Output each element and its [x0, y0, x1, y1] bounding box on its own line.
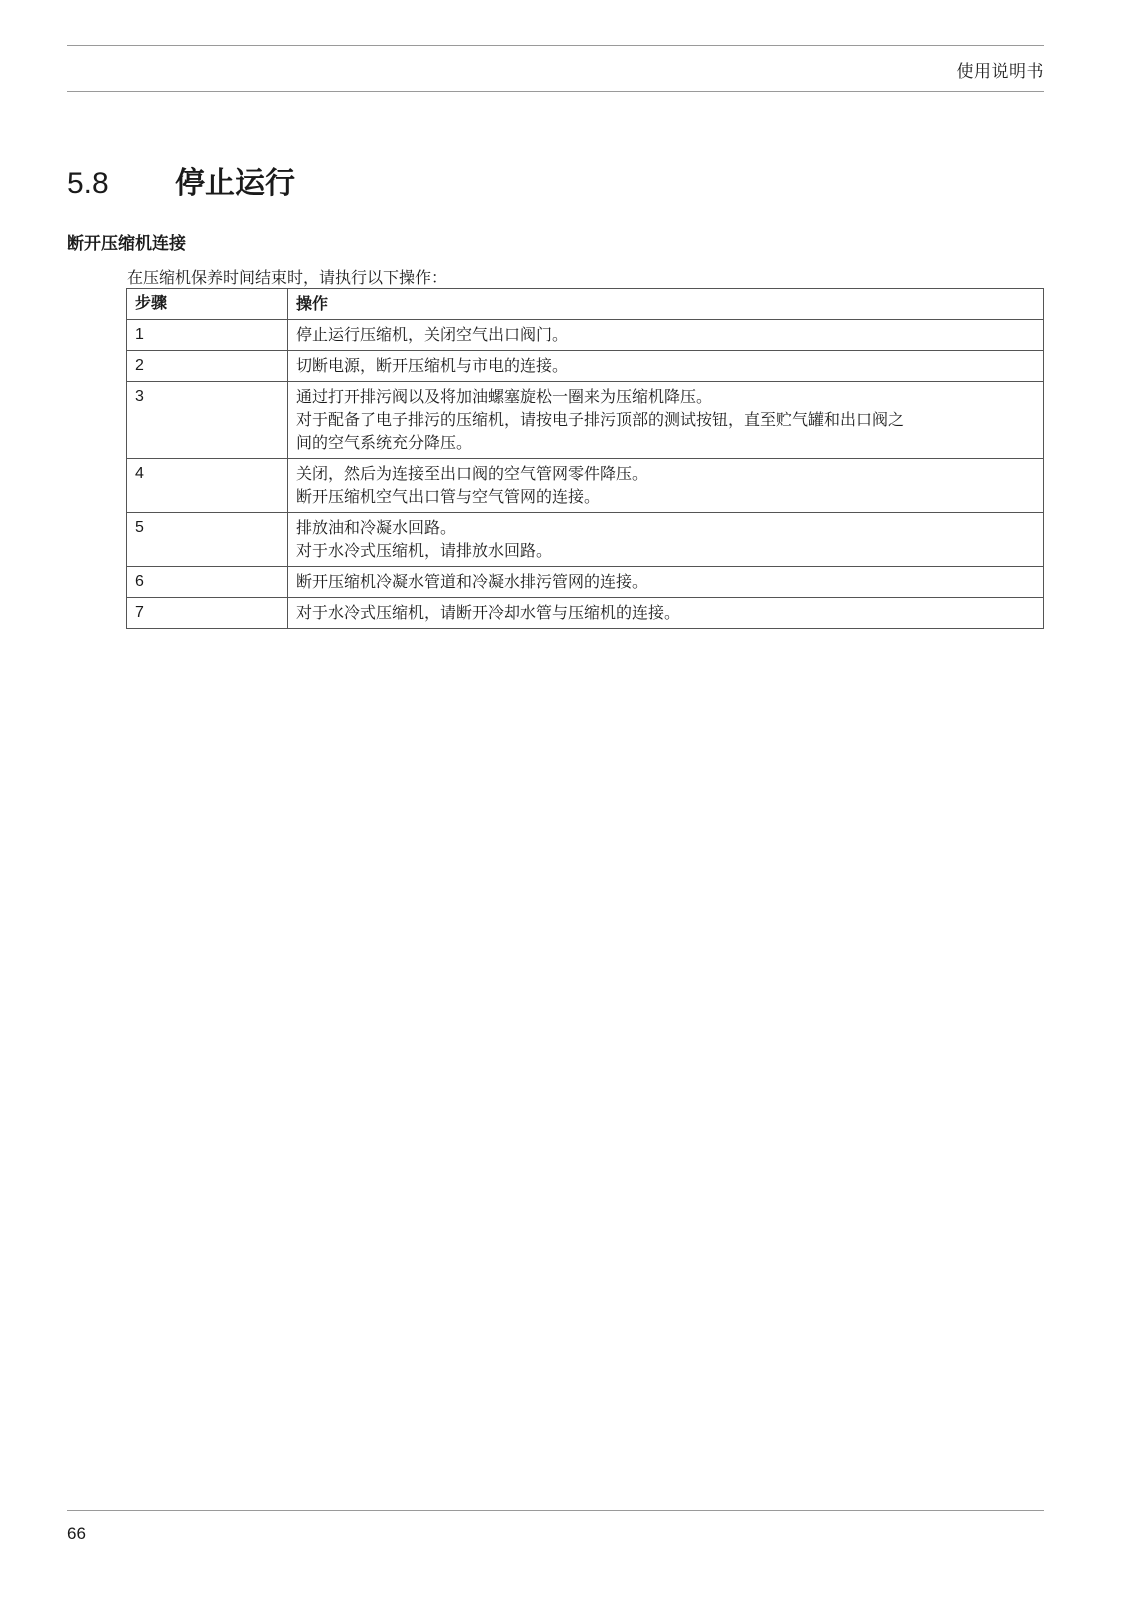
document-header-label: 使用说明书: [956, 62, 1044, 82]
step-number: 5: [127, 513, 288, 567]
step-number: 2: [127, 351, 288, 382]
step-action: [288, 382, 1044, 459]
action-line: 对于配备了电子排污的压缩机，请按电子排污顶部的测试按钮，直至贮气罐和出口阀之: [296, 410, 905, 429]
action-line: 停止运行压缩机，关闭空气出口阀门。: [296, 325, 569, 344]
header-step: 步骤: [127, 289, 288, 320]
section-title: 停止运行: [175, 166, 295, 201]
step-number: 3: [127, 382, 288, 459]
action-line: 断开压缩机空气出口管与空气管网的连接。: [296, 487, 601, 506]
step-action: [288, 598, 1044, 629]
step-number: 4: [127, 459, 288, 513]
table-row: [127, 320, 1044, 351]
table-row: [127, 459, 1044, 513]
steps-table: [126, 288, 1044, 629]
table-row: [127, 598, 1044, 629]
table-header-row: [127, 289, 1044, 320]
action-line: 排放油和冷凝水回路。: [296, 518, 457, 537]
table-row: [127, 382, 1044, 459]
step-action: [288, 320, 1044, 351]
header-bottom-rule: [67, 91, 1044, 92]
subheading: 断开压缩机连接: [67, 234, 186, 254]
action-line: 对于水冷式压缩机，请排放水回路。: [296, 541, 553, 560]
header-action: 操作: [288, 289, 1044, 320]
action-line: 关闭，然后为连接至出口阀的空气管网零件降压。: [296, 464, 649, 483]
action-line: 切断电源，断开压缩机与市电的连接。: [296, 356, 569, 375]
table-row: [127, 513, 1044, 567]
step-number: 1: [127, 320, 288, 351]
action-line: 通过打开排污阀以及将加油螺塞旋松一圈来为压缩机降压。: [296, 387, 713, 406]
step-action: [288, 567, 1044, 598]
intro-text: 在压缩机保养时间结束时，请执行以下操作：: [127, 268, 448, 287]
step-number: 7: [127, 598, 288, 629]
table-row: [127, 567, 1044, 598]
step-action: [288, 459, 1044, 513]
footer-rule: [67, 1510, 1044, 1511]
section-heading: [67, 158, 295, 202]
step-number: 6: [127, 567, 288, 598]
action-line: 间的空气系统充分降压。: [296, 433, 473, 452]
step-action: [288, 351, 1044, 382]
step-action: [288, 513, 1044, 567]
section-number: 5.8: [67, 167, 109, 200]
table-row: [127, 351, 1044, 382]
header-top-rule: [67, 45, 1044, 46]
action-line: 断开压缩机冷凝水管道和冷凝水排污管网的连接。: [296, 572, 649, 591]
action-line: 对于水冷式压缩机，请断开冷却水管与压缩机的连接。: [296, 603, 681, 622]
page-number: 66: [67, 1524, 86, 1543]
